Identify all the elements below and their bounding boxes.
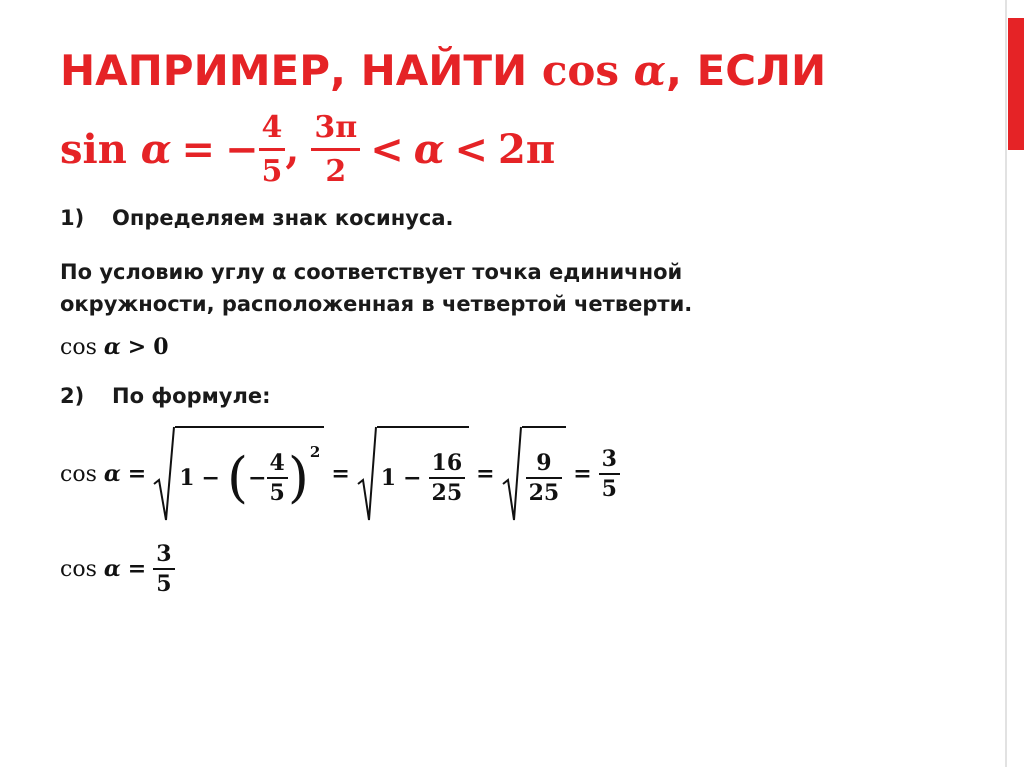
fraction-bar bbox=[429, 477, 466, 479]
sign-cos: cos bbox=[60, 334, 97, 360]
fraction-bar bbox=[526, 477, 563, 479]
radical-sign-icon bbox=[357, 426, 377, 522]
fraction-denominator: 5 bbox=[261, 153, 283, 189]
formula-equals-1: = bbox=[127, 461, 147, 487]
cond-two-pi: 2π bbox=[498, 125, 556, 173]
fraction-bar bbox=[311, 148, 360, 151]
result-formula bbox=[60, 536, 175, 602]
formula-minus-2: − bbox=[403, 465, 422, 491]
result-equals: = bbox=[127, 556, 147, 582]
fraction-numerator: 3 bbox=[601, 445, 617, 472]
sqrt-3-body bbox=[522, 426, 567, 522]
fraction-denominator: 2 bbox=[325, 153, 347, 189]
cond-equals: = bbox=[181, 125, 216, 173]
step1-number: 1) bbox=[60, 206, 85, 230]
title-cos: cos bbox=[541, 46, 620, 95]
step2-number: 2) bbox=[60, 384, 85, 408]
cond-alpha: α bbox=[140, 125, 172, 173]
formula-cos: cos bbox=[60, 461, 97, 487]
sign-alpha: α bbox=[103, 334, 121, 360]
formula-equals-4: = bbox=[573, 461, 592, 487]
cos-sign-formula bbox=[60, 330, 169, 364]
title-alpha: α bbox=[633, 46, 666, 95]
result-alpha: α bbox=[103, 556, 121, 582]
title-prefix: НАПРИМЕР, НАЙТИ bbox=[60, 46, 542, 95]
result-cos: cos bbox=[60, 556, 97, 582]
formula-equals-2: = bbox=[331, 461, 350, 487]
sign-zero: 0 bbox=[153, 334, 169, 360]
sqrt-1-body bbox=[175, 426, 324, 522]
fraction-four-fifths bbox=[267, 451, 288, 505]
formula-one: 1 bbox=[179, 465, 195, 491]
fraction-numerator: 3π bbox=[314, 109, 358, 145]
fraction-denominator: 5 bbox=[601, 476, 617, 502]
exponent: 2 bbox=[309, 443, 321, 461]
cond-fraction-sin-value bbox=[259, 111, 286, 188]
fraction-bar bbox=[259, 148, 286, 151]
fraction-denominator: 25 bbox=[528, 480, 560, 506]
fraction-numerator: 3 bbox=[156, 540, 172, 567]
fraction-bar bbox=[267, 477, 288, 479]
fraction-numerator: 4 bbox=[269, 449, 285, 476]
radical-sign-icon bbox=[153, 426, 175, 522]
fraction-denominator: 5 bbox=[269, 480, 285, 506]
formula-equals-3: = bbox=[476, 461, 495, 487]
fraction-denominator: 5 bbox=[156, 571, 172, 597]
radical-sign-icon bbox=[502, 426, 522, 522]
cond-less-than-2: < bbox=[454, 125, 489, 173]
step2-label: По формуле: bbox=[112, 384, 271, 408]
fraction-bar bbox=[599, 473, 620, 475]
cond-alpha-2: α bbox=[413, 125, 445, 173]
left-paren: ( bbox=[226, 446, 249, 509]
cos-formula bbox=[60, 424, 620, 524]
fraction-numerator: 16 bbox=[431, 449, 463, 476]
cond-minus: − bbox=[225, 125, 259, 173]
title-suffix: , ЕСЛИ bbox=[666, 46, 827, 95]
fraction-denominator: 25 bbox=[431, 480, 463, 506]
cond-sin: sin bbox=[60, 125, 127, 173]
sign-greater-than: > bbox=[127, 334, 147, 360]
formula-alpha: α bbox=[103, 461, 121, 487]
sqrt-1 bbox=[153, 426, 324, 522]
accent-bar bbox=[1008, 18, 1024, 150]
sqrt-2 bbox=[357, 426, 469, 522]
cond-less-than-1: < bbox=[370, 125, 404, 173]
paragraph-line-1: По условию углу α соответствует точка единичной bbox=[60, 260, 683, 284]
fraction-bar bbox=[153, 568, 174, 570]
cond-comma: , bbox=[285, 125, 300, 173]
step1-label: Определяем знак косинуса. bbox=[112, 206, 454, 230]
slide-title bbox=[60, 44, 826, 98]
right-paren: ) bbox=[287, 446, 309, 509]
sqrt-2-body bbox=[377, 426, 469, 522]
fraction-9-25 bbox=[526, 451, 563, 505]
fraction-three-fifths bbox=[599, 447, 620, 501]
condition-formula bbox=[60, 103, 555, 195]
fraction-16-25 bbox=[429, 451, 466, 505]
formula-minus: − bbox=[201, 465, 220, 491]
slide-edge-line bbox=[1005, 0, 1007, 767]
fraction-numerator: 4 bbox=[261, 109, 283, 145]
fraction-numerator: 9 bbox=[536, 449, 552, 476]
paragraph-line-2: окружности, расположенная в четвертой четверти. bbox=[60, 292, 693, 316]
formula-one-2: 1 bbox=[380, 465, 397, 491]
result-fraction bbox=[153, 542, 174, 596]
formula-inner-minus: − bbox=[248, 465, 267, 491]
sqrt-3 bbox=[502, 426, 567, 522]
cond-fraction-lower-bound bbox=[311, 111, 360, 188]
